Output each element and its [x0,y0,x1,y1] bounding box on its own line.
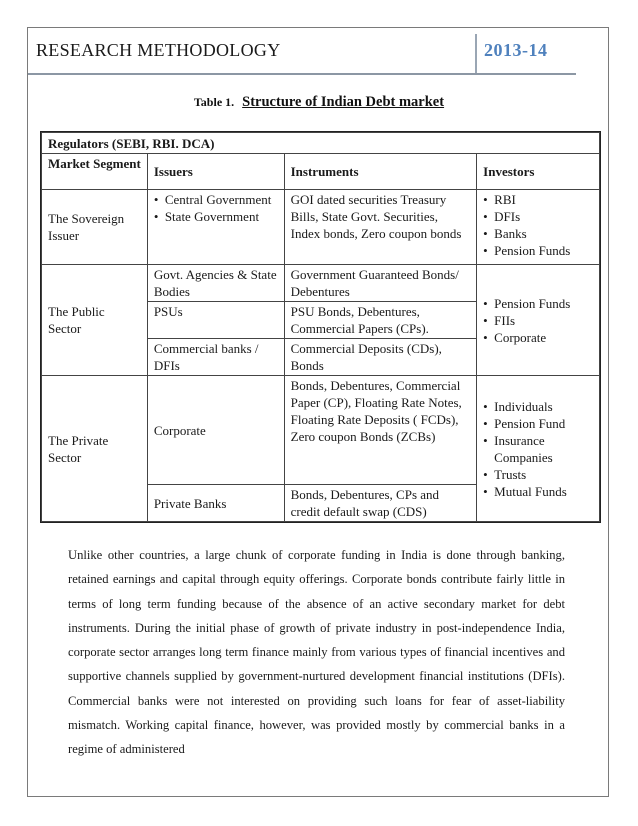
header-title: RESEARCH METHODOLOGY [36,40,281,60]
list-item: • Banks [483,225,593,242]
instrument-govt-guaranteed: Government Guaranteed Bonds/ Debentures [284,265,477,302]
segment-public: The Public Sector [42,265,148,376]
instruments-sovereign: GOI dated securities Treasury Bills, State Govt. Securities, Index bonds, Zero coupon bonds [284,190,477,265]
header-rule [28,73,576,75]
list-item: • FIIs [483,312,593,329]
header-instruments: Instruments [284,154,477,190]
instrument-psu-bonds: PSU Bonds, Debentures, Commercial Papers (CPs). [284,302,477,339]
list-item: • Trusts [483,466,593,483]
segment-private: The Private Sector [42,376,148,522]
list-item: • Pension Funds [483,295,593,312]
investors-sovereign [477,190,600,265]
page-header [28,28,608,76]
instrument-private-banks: Bonds, Debentures, CPs and credit default swap (CDS) [284,485,477,522]
body-paragraph: Unlike other countries, a large chunk of corporate funding in India is done through banking, retained earnings and capital through equity offerings. Corporate bonds contribute fairly little in terms of long term funding because of the absence of an active secondary market for debt instruments. During the initial phase of growth of private industry in post-independence India, corporate sector arranges long term finance mainly from various types of financial incentives and supportive channels supplied by government-nurtured development financial institutions (DFIs). Commercial banks were not interested on providing such loans for fear of asset-liability mismatch. Working capital finance, however, was provided mostly by commercial banks in a regime of administered [68,548,565,757]
list-item: • Individuals [483,398,593,415]
list-item: • Insurance Companies [483,432,593,466]
list-item: • Pension Funds [483,242,593,259]
segment-sovereign: The Sovereign Issuer [42,190,148,265]
issuer-psus: PSUs [147,302,284,339]
issuer-commercial-banks: Commercial banks / DFIs [147,339,284,376]
list-item: • DFIs [483,208,593,225]
debt-market-table [40,131,601,523]
header-issuers: Issuers [147,154,284,190]
table-caption [0,93,638,111]
caption-label: Table 1. [193,95,235,109]
header-divider [475,34,477,74]
investors-public [477,265,600,376]
header-market-segment: Market Segment [42,154,148,190]
list-item: • RBI [483,191,593,208]
issuer-govt-agencies: Govt. Agencies & State Bodies [147,265,284,302]
issuers-sovereign [147,190,284,265]
header-year: 2013-14 [484,40,548,60]
list-item: • Mutual Funds [483,483,593,500]
caption-title: Structure of Indian Debt market [242,94,445,110]
list-item: • Pension Fund [483,415,593,432]
instrument-corporate: Bonds, Debentures, Commercial Paper (CP), Floating Rate Notes, Floating Rate Deposits ( FCDs), Zero coupon Bonds (ZCBs) [284,376,477,485]
list-item: • Corporate [483,329,593,346]
investors-private [477,376,600,522]
header-investors: Investors [477,154,600,190]
issuer-private-banks: Private Banks [147,485,284,522]
issuer-corporate: Corporate [147,376,284,485]
instrument-commercial-deposits: Commercial Deposits (CDs), Bonds [284,339,477,376]
list-item: • Central Government [154,191,278,208]
regulators-row: Regulators (SEBI, RBI. DCA) [42,133,600,154]
list-item: • State Government [154,208,278,225]
